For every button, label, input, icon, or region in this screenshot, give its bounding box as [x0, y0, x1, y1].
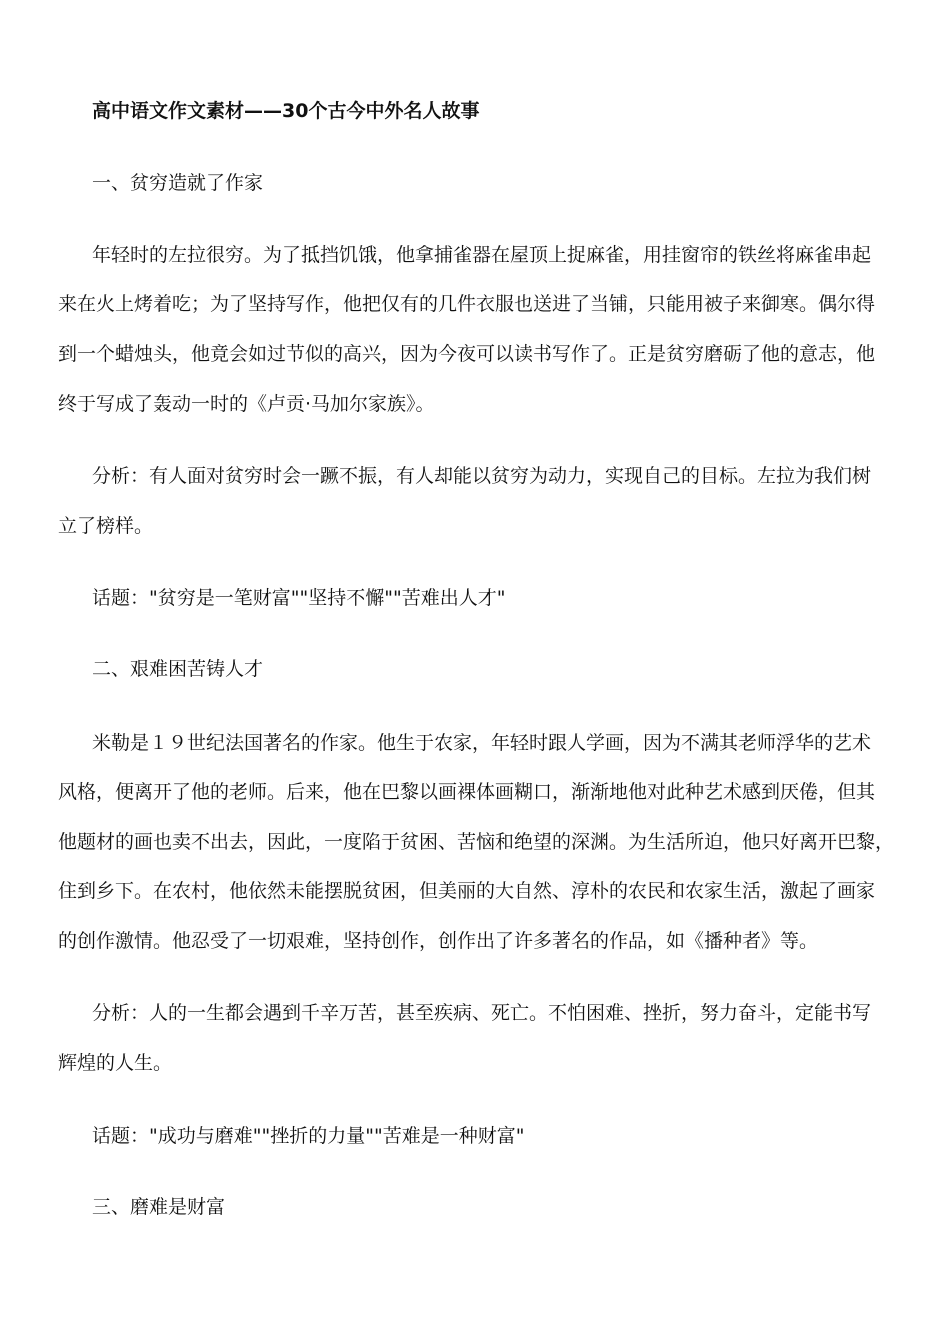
section-1-analysis-line: 分析：有人面对贫穷时会一蹶不振，有人却能以贫穷为动力，实现自己的目标。左拉为我们树	[92, 465, 872, 487]
section-2-story-line: 的创作激情。他忍受了一切艰难，坚持创作，创作出了许多著名的作品，如《播种者》等。	[58, 930, 819, 952]
section-2-analysis-line: 辉煌的人生。	[58, 1052, 173, 1074]
section-2-story-line: 住到乡下。在农村，他依然未能摆脱贫困，但美丽的大自然、淳朴的农民和农家生活，激起了画家	[58, 880, 876, 902]
section-1-story-line: 终于写成了轰动一时的《卢贡·马加尔家族》。	[58, 393, 435, 415]
section-1-story-line: 年轻时的左拉很穷。为了抵挡饥饿，他拿捕雀器在屋顶上捉麻雀，用挂窗帘的铁丝将麻雀串起	[92, 244, 872, 266]
document-title: 高中语文作文素材——30个古今中外名人故事	[92, 100, 480, 122]
section-1-topics: 话题："贫穷是一笔财富""坚持不懈""苦难出人才"	[92, 587, 506, 609]
section-1-story-line: 来在火上烤着吃；为了坚持写作，他把仅有的几件衣服也送进了当铺，只能用被子来御寒。偶尔得	[58, 293, 876, 315]
section-2-heading: 二、艰难困苦铸人才	[92, 658, 264, 680]
section-3-heading: 三、磨难是财富	[92, 1196, 226, 1218]
section-1-story-line: 到一个蜡烛头，他竟会如过节似的高兴，因为今夜可以读书写作了。正是贫穷磨砺了他的意志，他	[58, 343, 876, 365]
section-1-analysis-line: 立了榜样。	[58, 515, 154, 537]
section-2-topics: 话题："成功与磨难""挫折的力量""苦难是一种财富"	[92, 1125, 525, 1147]
section-2-story-line: 米勒是１９世纪法国著名的作家。他生于农家，年轻时跟人学画，因为不满其老师浮华的艺术	[92, 732, 872, 754]
section-2-analysis-line: 分析：人的一生都会遇到千辛万苦，甚至疾病、死亡。不怕困难、挫折，努力奋斗，定能书写	[92, 1002, 872, 1024]
section-2-story-line: 他题材的画也卖不出去，因此，一度陷于贫困、苦恼和绝望的深渊。为生活所迫，他只好离开巴黎，	[58, 831, 895, 853]
section-1-heading: 一、贫穷造就了作家	[92, 172, 264, 194]
section-2-story-line: 风格，便离开了他的老师。后来，他在巴黎以画裸体画糊口，渐渐地他对此种艺术感到厌倦，但其	[58, 781, 876, 803]
